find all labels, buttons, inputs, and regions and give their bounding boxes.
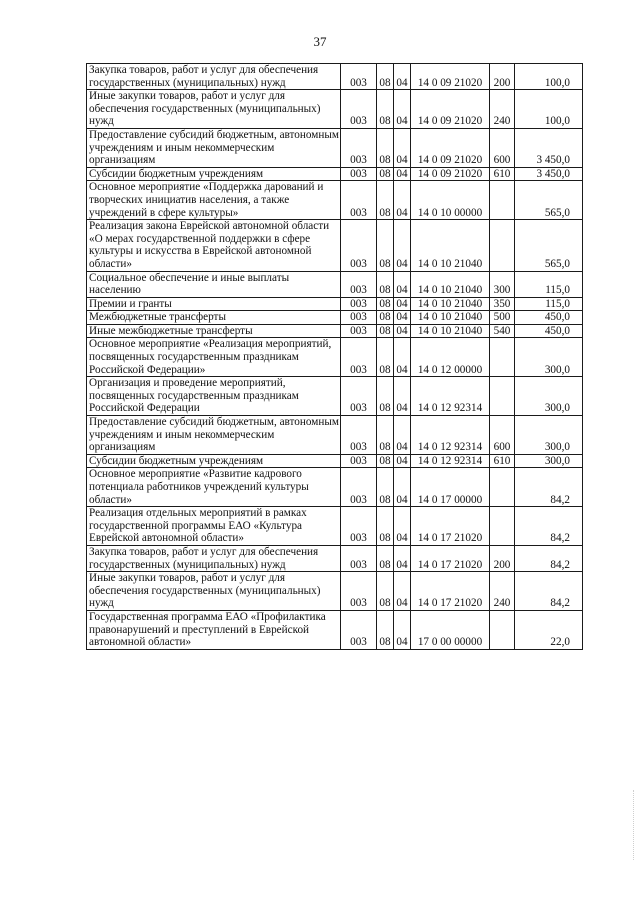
row-name-cell: Реализация отдельных мероприятий в рамках государственной программы ЕАО «Культура Еврейской автономной области» bbox=[87, 507, 341, 546]
row-name-cell: Премии и гранты bbox=[87, 297, 341, 311]
row-name-cell: Иные межбюджетные трансферты bbox=[87, 324, 341, 338]
budget-table bbox=[86, 63, 583, 650]
table-row bbox=[87, 90, 583, 129]
row-section-cell: 08 bbox=[377, 338, 394, 377]
row-target-article-cell: 14 0 10 21040 bbox=[411, 220, 490, 271]
row-amount-cell: 300,0 bbox=[515, 338, 583, 377]
row-expense-type-cell: 600 bbox=[490, 128, 515, 167]
row-section-cell: 08 bbox=[377, 324, 394, 338]
row-expense-type-cell: 600 bbox=[490, 416, 515, 455]
row-amount-cell: 565,0 bbox=[515, 220, 583, 271]
row-expense-type-cell: 240 bbox=[490, 572, 515, 611]
row-amount-cell: 22,0 bbox=[515, 610, 583, 649]
row-section-cell: 08 bbox=[377, 220, 394, 271]
row-admin-code-cell: 003 bbox=[341, 468, 377, 507]
table-row bbox=[87, 468, 583, 507]
table-row bbox=[87, 454, 583, 468]
row-amount-cell: 450,0 bbox=[515, 324, 583, 338]
row-expense-type-cell: 610 bbox=[490, 167, 515, 181]
row-admin-code-cell: 003 bbox=[341, 545, 377, 571]
row-subsection-cell: 04 bbox=[394, 454, 411, 468]
row-target-article-cell: 14 0 10 00000 bbox=[411, 181, 490, 220]
row-target-article-cell: 14 0 12 00000 bbox=[411, 338, 490, 377]
row-subsection-cell: 04 bbox=[394, 311, 411, 325]
row-target-article-cell: 14 0 09 21020 bbox=[411, 128, 490, 167]
row-section-cell: 08 bbox=[377, 297, 394, 311]
row-amount-cell: 84,2 bbox=[515, 572, 583, 611]
row-amount-cell: 115,0 bbox=[515, 271, 583, 297]
table-row bbox=[87, 271, 583, 297]
row-target-article-cell: 14 0 10 21040 bbox=[411, 297, 490, 311]
row-subsection-cell: 04 bbox=[394, 128, 411, 167]
row-amount-cell: 3 450,0 bbox=[515, 128, 583, 167]
row-expense-type-cell: 240 bbox=[490, 90, 515, 129]
row-expense-type-cell: 350 bbox=[490, 297, 515, 311]
row-name-cell: Основное мероприятие «Развитие кадрового потенциала работников учреждений культуры области» bbox=[87, 468, 341, 507]
row-subsection-cell: 04 bbox=[394, 271, 411, 297]
budget-table-body bbox=[87, 64, 583, 650]
row-section-cell: 08 bbox=[377, 416, 394, 455]
row-target-article-cell: 14 0 09 21020 bbox=[411, 64, 490, 90]
table-row bbox=[87, 377, 583, 416]
row-section-cell: 08 bbox=[377, 610, 394, 649]
row-subsection-cell: 04 bbox=[394, 90, 411, 129]
table-row bbox=[87, 297, 583, 311]
row-name-cell: Государственная программа ЕАО «Профилактика правонарушений и преступлений в Еврейской автономной области» bbox=[87, 610, 341, 649]
page-number: 37 bbox=[313, 34, 327, 49]
row-subsection-cell: 04 bbox=[394, 220, 411, 271]
table-row bbox=[87, 545, 583, 571]
row-amount-cell: 115,0 bbox=[515, 297, 583, 311]
row-section-cell: 08 bbox=[377, 167, 394, 181]
row-section-cell: 08 bbox=[377, 181, 394, 220]
row-admin-code-cell: 003 bbox=[341, 324, 377, 338]
row-name-cell: Основное мероприятие «Реализация мероприятий, посвященных государственным праздникам Российской Федерации» bbox=[87, 338, 341, 377]
row-subsection-cell: 04 bbox=[394, 324, 411, 338]
table-row bbox=[87, 507, 583, 546]
row-expense-type-cell bbox=[490, 468, 515, 507]
row-admin-code-cell: 003 bbox=[341, 338, 377, 377]
row-admin-code-cell: 003 bbox=[341, 128, 377, 167]
row-subsection-cell: 04 bbox=[394, 167, 411, 181]
row-target-article-cell: 14 0 17 21020 bbox=[411, 545, 490, 571]
row-admin-code-cell: 003 bbox=[341, 507, 377, 546]
row-name-cell: Закупка товаров, работ и услуг для обеспечения государственных (муниципальных) нужд bbox=[87, 64, 341, 90]
row-subsection-cell: 04 bbox=[394, 507, 411, 546]
row-name-cell: Реализация закона Еврейской автономной области «О мерах государственной поддержки в сфере культуры и искусства в Еврейской автономной области» bbox=[87, 220, 341, 271]
row-section-cell: 08 bbox=[377, 128, 394, 167]
row-admin-code-cell: 003 bbox=[341, 377, 377, 416]
row-expense-type-cell bbox=[490, 507, 515, 546]
row-amount-cell: 300,0 bbox=[515, 377, 583, 416]
row-section-cell: 08 bbox=[377, 377, 394, 416]
row-target-article-cell: 14 0 12 92314 bbox=[411, 377, 490, 416]
row-section-cell: 08 bbox=[377, 507, 394, 546]
row-admin-code-cell: 003 bbox=[341, 64, 377, 90]
row-section-cell: 08 bbox=[377, 311, 394, 325]
row-admin-code-cell: 003 bbox=[341, 167, 377, 181]
row-section-cell: 08 bbox=[377, 572, 394, 611]
row-admin-code-cell: 003 bbox=[341, 220, 377, 271]
row-section-cell: 08 bbox=[377, 90, 394, 129]
row-expense-type-cell bbox=[490, 338, 515, 377]
row-expense-type-cell bbox=[490, 377, 515, 416]
row-expense-type-cell: 540 bbox=[490, 324, 515, 338]
row-name-cell: Социальное обеспечение и иные выплаты населению bbox=[87, 271, 341, 297]
row-subsection-cell: 04 bbox=[394, 338, 411, 377]
row-name-cell: Иные закупки товаров, работ и услуг для обеспечения государственных (муниципальных) нужд bbox=[87, 572, 341, 611]
row-subsection-cell: 04 bbox=[394, 572, 411, 611]
row-name-cell: Основное мероприятие «Поддержка дарований и творческих инициатив населения, а также учреждений в сфере культуры» bbox=[87, 181, 341, 220]
table-row bbox=[87, 324, 583, 338]
row-target-article-cell: 14 0 17 21020 bbox=[411, 572, 490, 611]
row-target-article-cell: 14 0 10 21040 bbox=[411, 324, 490, 338]
row-section-cell: 08 bbox=[377, 545, 394, 571]
row-name-cell: Организация и проведение мероприятий, посвященных государственным праздникам Российской Федерации bbox=[87, 377, 341, 416]
row-section-cell: 08 bbox=[377, 454, 394, 468]
row-admin-code-cell: 003 bbox=[341, 454, 377, 468]
row-admin-code-cell: 003 bbox=[341, 181, 377, 220]
row-admin-code-cell: 003 bbox=[341, 90, 377, 129]
row-name-cell: Субсидии бюджетным учреждениям bbox=[87, 454, 341, 468]
row-name-cell: Межбюджетные трансферты bbox=[87, 311, 341, 325]
row-amount-cell: 84,2 bbox=[515, 468, 583, 507]
row-name-cell: Предоставление субсидий бюджетным, автономным учреждениям и иным некоммерческим организациям bbox=[87, 128, 341, 167]
row-expense-type-cell: 610 bbox=[490, 454, 515, 468]
table-row bbox=[87, 167, 583, 181]
row-target-article-cell: 14 0 09 21020 bbox=[411, 90, 490, 129]
row-target-article-cell: 14 0 12 92314 bbox=[411, 454, 490, 468]
row-amount-cell: 100,0 bbox=[515, 90, 583, 129]
row-section-cell: 08 bbox=[377, 271, 394, 297]
row-subsection-cell: 04 bbox=[394, 181, 411, 220]
row-amount-cell: 450,0 bbox=[515, 311, 583, 325]
row-admin-code-cell: 003 bbox=[341, 271, 377, 297]
table-row bbox=[87, 572, 583, 611]
row-name-cell: Иные закупки товаров, работ и услуг для обеспечения государственных (муниципальных) нужд bbox=[87, 90, 341, 129]
row-admin-code-cell: 003 bbox=[341, 416, 377, 455]
row-target-article-cell: 14 0 17 00000 bbox=[411, 468, 490, 507]
table-row bbox=[87, 128, 583, 167]
table-row bbox=[87, 181, 583, 220]
row-subsection-cell: 04 bbox=[394, 610, 411, 649]
row-subsection-cell: 04 bbox=[394, 377, 411, 416]
row-admin-code-cell: 003 bbox=[341, 572, 377, 611]
row-subsection-cell: 04 bbox=[394, 64, 411, 90]
row-amount-cell: 100,0 bbox=[515, 64, 583, 90]
row-admin-code-cell: 003 bbox=[341, 311, 377, 325]
table-row bbox=[87, 220, 583, 271]
row-name-cell: Закупка товаров, работ и услуг для обеспечения государственных (муниципальных) нужд bbox=[87, 545, 341, 571]
row-admin-code-cell: 003 bbox=[341, 297, 377, 311]
row-expense-type-cell bbox=[490, 610, 515, 649]
row-name-cell: Предоставление субсидий бюджетным, автономным учреждениям и иным некоммерческим организациям bbox=[87, 416, 341, 455]
table-row bbox=[87, 338, 583, 377]
table-row bbox=[87, 610, 583, 649]
row-amount-cell: 3 450,0 bbox=[515, 167, 583, 181]
row-section-cell: 08 bbox=[377, 468, 394, 507]
row-admin-code-cell: 003 bbox=[341, 610, 377, 649]
table-row bbox=[87, 311, 583, 325]
row-expense-type-cell bbox=[490, 181, 515, 220]
table-row bbox=[87, 416, 583, 455]
row-subsection-cell: 04 bbox=[394, 545, 411, 571]
row-section-cell: 08 bbox=[377, 64, 394, 90]
row-target-article-cell: 14 0 09 21020 bbox=[411, 167, 490, 181]
row-amount-cell: 300,0 bbox=[515, 416, 583, 455]
row-expense-type-cell: 500 bbox=[490, 311, 515, 325]
row-amount-cell: 565,0 bbox=[515, 181, 583, 220]
row-expense-type-cell: 200 bbox=[490, 545, 515, 571]
row-subsection-cell: 04 bbox=[394, 468, 411, 507]
row-target-article-cell: 14 0 17 21020 bbox=[411, 507, 490, 546]
row-expense-type-cell: 200 bbox=[490, 64, 515, 90]
table-row bbox=[87, 64, 583, 90]
row-name-cell: Субсидии бюджетным учреждениям bbox=[87, 167, 341, 181]
row-target-article-cell: 14 0 12 92314 bbox=[411, 416, 490, 455]
row-target-article-cell: 17 0 00 00000 bbox=[411, 610, 490, 649]
row-expense-type-cell bbox=[490, 220, 515, 271]
row-subsection-cell: 04 bbox=[394, 416, 411, 455]
row-target-article-cell: 14 0 10 21040 bbox=[411, 311, 490, 325]
row-expense-type-cell: 300 bbox=[490, 271, 515, 297]
scan-edge-mark bbox=[632, 790, 634, 860]
row-amount-cell: 84,2 bbox=[515, 507, 583, 546]
row-amount-cell: 84,2 bbox=[515, 545, 583, 571]
row-target-article-cell: 14 0 10 21040 bbox=[411, 271, 490, 297]
row-amount-cell: 300,0 bbox=[515, 454, 583, 468]
row-subsection-cell: 04 bbox=[394, 297, 411, 311]
